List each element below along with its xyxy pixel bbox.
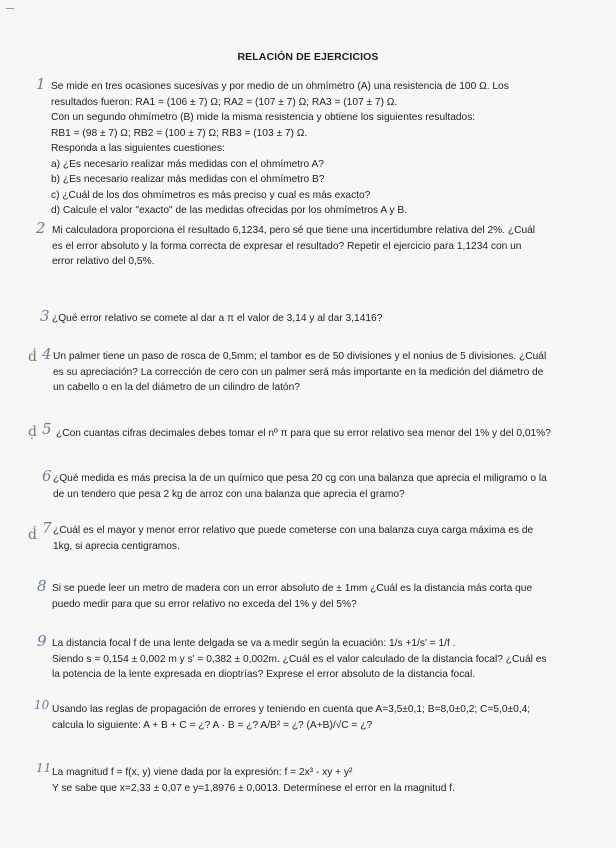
exercise-line: ¿Con cuantas cifras decimales debes tomar el nº π para que su error relativo sea menor del 1% y del 0,01%? [56,428,551,439]
exercise-line: Usando las reglas de propagación de errores y teniendo en cuenta que A=3,5±0,1; B=8,0±0,2; C=5,0±0,4; [52,704,531,715]
exercise-number: 2 [36,219,46,237]
handwritten-mark: ḋ [28,349,37,365]
corner-mark [6,8,14,17]
handwritten-mark: ḋ [28,527,37,543]
exercise-line: error relativo del 0,5%. [52,256,155,267]
exercise-3 [52,311,582,327]
exercise-line: Responda a las siguientes cuestiones: [51,143,225,154]
exercise-line: es su apreciación? La corrección de cero con un palmer será más importante en la medición del diámetro de [53,366,544,378]
exercise-line: ¿Qué error relativo se comete al dar a π el valor de 3,14 y al dar 3,1416? [52,313,383,324]
exercise-line: resultados fueron: RA1 = (106 ± 7) Ω; RA2 = (107 ± 7) Ω; RA3 = (107 ± 7) Ω. [51,96,398,108]
exercise-5 [56,426,586,442]
exercise-line: ¿Qué medida es más precisa la de un químico que pesa 20 cg con una balanza que aprecia el miligramo o la [53,473,547,484]
exercise-8 [52,581,582,612]
exercise-number: 6 [42,467,52,485]
exercise-10 [52,702,582,733]
exercise-line: Se mide en tres ocasiones sucesivas y por medio de un ohmímetro (A) una resistencia de 100 Ω. Los [51,81,509,92]
exercise-number: 8 [37,577,47,595]
exercise-9 [52,636,582,683]
exercise-7 [53,523,583,554]
exercise-line: Y se sabe que x=2,33 ± 0,07 e y=1,8976 ± 0,0013. Determínese el error en la magnitud f. [52,782,455,794]
exercise-line: la potencia de la lente expresada en dioptrías? Exprese el error absoluto de la distancia focal. [52,669,476,680]
exercise-line: Siendo s = 0,154 ± 0,002 m y s' = 0,382 ± 0,002m. ¿Cuál es el valor calculado de la distancia focal? ¿Cuál es [52,653,547,665]
exercise-line: Un palmer tiene un paso de rosca de 0,5mm; el tambor es de 50 divisiones y el nonius de 5 divisiones. ¿Cuál [53,351,547,362]
exercise-line: 1kg, si aprecia centigramos. [53,540,180,552]
exercise-number: 1 [36,75,46,93]
exercise-number: 5 [42,420,52,438]
exercise-line: b) ¿Es necesario realizar más medidas con el ohmímetro B? [51,174,325,185]
exercise-number: 3 [40,307,50,325]
exercise-number: 4 [42,345,52,363]
exercise-line: La magnitud f = f(x, y) viene dada por la expresión: f = 2x³ - xy + y² [52,767,353,778]
exercise-number: 7 [42,519,52,537]
exercise-number: 11 [36,761,52,775]
exercise-line: c) ¿Cuál de los dos ohmímetros es más preciso y cual es más exacto? [51,189,371,201]
exercise-line: es el error absoluto y la forma correcta de expresar el resultado? Repetir el ejercicio para 1,1234 con un [52,240,522,252]
exercise-line: de un tendero que pesa 2 kg de arroz con una balanza que aprecia el gramo? [53,488,405,500]
exercise-1 [51,79,571,219]
exercise-line: a) ¿Es necesario realizar más medidas con el ohmímetro A? [51,158,324,170]
exercise-11 [52,765,582,796]
exercise-number: 9 [37,632,47,650]
exercise-line: Mi calculadora proporciona el resultado 6,1234, pero sé que tiene una incertidumbre relativa del 2%. ¿Cuál [52,225,536,236]
handwritten-mark: ḍ [28,424,37,440]
exercise-line: un cabello o en la del diámetro de un cilindro de latón? [53,382,300,393]
exercise-line: calcula lo siguiente: A + B + C = ¿? A · B = ¿? A/B² = ¿? (A+B)/√C = ¿? [52,719,373,731]
exercise-line: RB1 = (98 ± 7) Ω; RB2 = (100 ± 7) Ω; RB3 = (103 ± 7) Ω. [51,127,308,139]
exercise-4 [53,349,583,396]
page-title: RELACIÓN DE EJERCICIOS [237,51,379,63]
exercise-line: ¿Cuál es el mayor y menor error relativo que puede cometerse con una balanza cuya carga máxima es de [53,525,534,536]
exercise-line: Si se puede leer un metro de madera con un error absoluto de ± 1mm ¿Cuál es la distancia más corta que [52,583,533,594]
exercise-6 [53,471,583,502]
exercise-line: d) Calcule el valor "exacto" de las medidas ofrecidas por los ohmímetros A y B. [51,205,408,216]
exercise-line: puedo medir para que su error relativo no exceda del 1% y del 5%? [52,598,357,610]
exercise-2 [52,223,582,270]
exercise-line: Con un segundo ohmímetro (B) mide la misma resistencia y obtiene los siguientes resultados: [51,112,476,123]
exercise-line: La distancia focal f de una lente delgada se va a medir según la ecuación: 1/s +1/s' = 1/f . [52,638,456,649]
exercise-number: 10 [34,698,50,712]
